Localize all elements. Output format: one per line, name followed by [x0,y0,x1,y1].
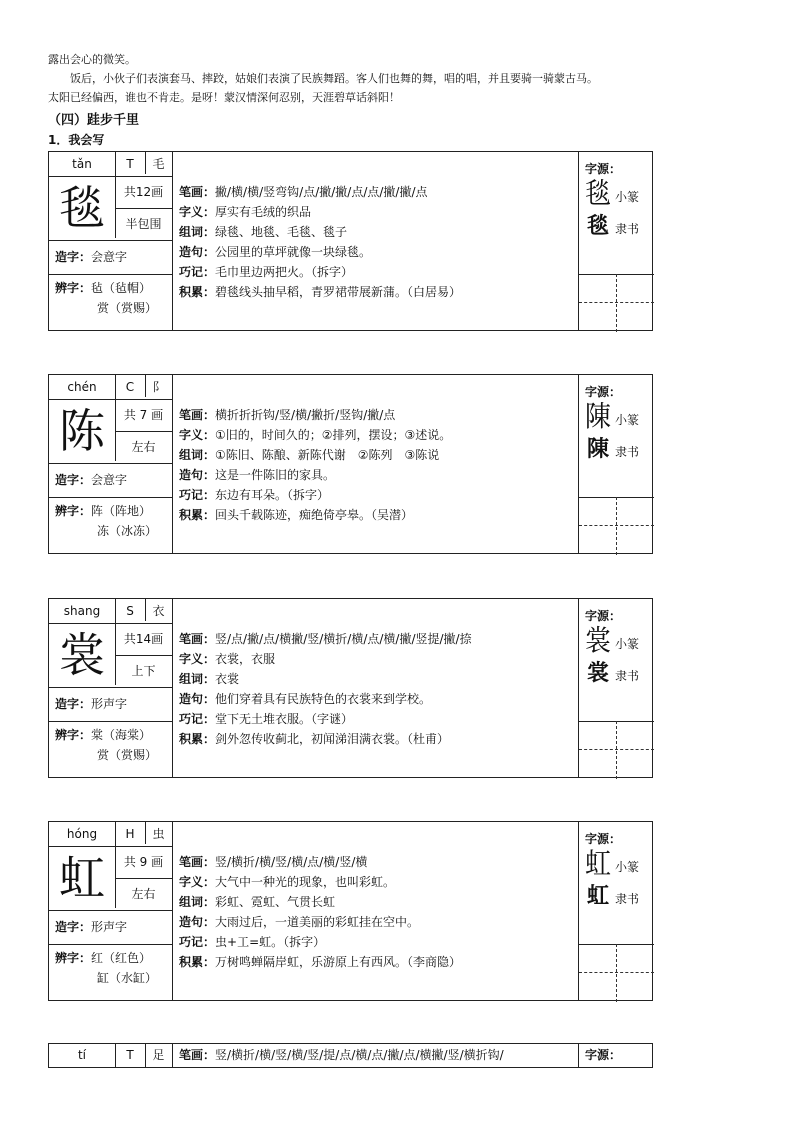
clerical-script-glyph: 裳 [586,661,609,686]
zaozi-row [55,687,127,721]
intro-line-1: 露出会心的微笑。 [48,53,136,66]
bihua-label: 笔画： [179,855,216,869]
divider [578,1044,579,1067]
ziyi-label: 字义： [179,875,216,889]
zuci-label: 组词： [179,895,216,909]
zaoju-label: 造句： [179,245,216,259]
jilei-label: 积累： [179,285,216,299]
pinyin: hóng [66,827,98,841]
bianzi-value-1: 阵（阵地） [91,504,152,518]
ziyi-label: 字义： [179,428,216,442]
bihua-label: 笔画： [179,408,216,422]
jilei-value: 回头千载陈迹，痴绝倚亭皋。（吴潜） [215,508,414,522]
bihua-row [179,1044,504,1067]
ziyuan-label: 字源： [585,385,622,399]
jilei-label: 积累： [179,732,216,746]
ziyuan-label: 字源： [585,162,622,176]
practice-grid-line [616,944,617,1002]
zuci-value: ①陈旧、陈酿、新陈代谢 ②陈列 ③陈说 [215,448,440,462]
divider [172,375,173,553]
intro-line-2: 饭后，小伙子们表演套马、摔跤，姑娘们表演了民族舞蹈。客人们也舞的舞，唱的唱，并且要骑一骑蒙古马。 [70,72,598,85]
zaoju-value: 这是一件陈旧的家具。 [215,468,336,482]
zaoju-value: 他们穿着具有民族特色的衣裳来到学校。 [215,692,432,706]
zaoju-label: 造句： [179,915,216,929]
bihua-label: 笔画： [179,632,216,646]
ziyi-value: ①旧的，时间久的；②排列，摆设；③述说。 [215,428,452,442]
bianzi-value-1: 红（红色） [91,951,152,965]
info-block [179,629,574,749]
zaozi-value: 形声字 [91,697,128,711]
intro-line-3: 太阳已经偏西，谁也不肯走。是呀！蒙汉情深何忍别，天涯碧草话斜阳！ [48,91,400,104]
zuci-value: 绿毯、地毯、毛毯、毯子 [215,225,348,239]
clerical-script-label: 隶书 [615,669,640,683]
seal-script-glyph: 虹 [584,847,611,881]
bianzi-value-1: 毡（毡帽） [91,281,152,295]
zuci-label: 组词： [179,225,216,239]
char-card-ti-partial [48,1043,653,1068]
ziyi-label: 字义： [179,205,216,219]
divider [49,274,172,275]
seal-script-label: 小篆 [615,637,640,651]
divider [578,822,579,1000]
bihua-value: 竖/点/撇/点/横撇/竖/横折/横/点/横/撇/竖提/撇/捺 [215,632,472,646]
pinyin: tǎn [72,157,92,171]
initial-letter: C [125,380,135,394]
pinyin: shang [63,604,101,618]
ziyi-label: 字义： [179,652,216,666]
info-block [179,182,574,302]
ziyuan-label: 字源： [585,832,622,846]
sub-title: 1．我会写 [48,133,105,147]
pinyin: tí [77,1048,87,1062]
divider [578,599,579,777]
zuci-value: 彩虹、霓虹、气贯长虹 [215,895,336,909]
bianzi-label: 辨字： [55,728,92,742]
zaozi-label: 造字： [55,250,92,264]
stroke-count: 共12画 [123,185,164,199]
clerical-script-glyph: 毯 [586,214,609,239]
zaozi-row [55,910,127,944]
qiaoji-label: 巧记： [179,935,216,949]
intro-text [48,50,758,107]
zaoju-label: 造句： [179,692,216,706]
bihua-value: 竖/横折/横/竖/横/竖/提/点/横/点/撇/点/横撇/竖/横折钩/ [215,1048,504,1062]
structure: 左右 [131,440,156,454]
char-card-hong [48,821,653,1001]
radical: 毛 [152,157,165,171]
qiaoji-label: 巧记： [179,488,216,502]
structure: 左右 [131,887,156,901]
zaozi-value: 会意字 [91,250,128,264]
big-character: 毯 [59,181,105,235]
qiaoji-value: 毛巾里边两把火。（拆字） [215,265,354,279]
divider [578,152,579,330]
zaozi-label: 造字： [55,697,92,711]
divider [49,497,172,498]
zaoju-value: 大雨过后，一道美丽的彩虹挂在空中。 [215,915,420,929]
divider [49,944,172,945]
qiaoji-label: 巧记： [179,712,216,726]
jilei-label: 积累： [179,955,216,969]
qiaoji-value: 虫+工=虹。（拆字） [215,935,326,949]
zaozi-label: 造字： [55,473,92,487]
char-card-tan [48,151,653,331]
ziyi-value: 衣裳，衣服 [215,652,276,666]
seal-script-label: 小篆 [615,413,640,427]
ziyuan-label: 字源： [585,609,622,623]
bihua-value: 撇/横/横/竖弯钩/点/撇/撇/点/点/撇/撇/点 [215,185,428,199]
stroke-count: 共 9 画 [123,855,164,869]
seal-script-label: 小篆 [615,860,640,874]
jilei-value: 剑外忽传收蓟北，初闻涕泪满衣裳。（杜甫） [215,732,450,746]
seal-script-label: 小篆 [615,190,640,204]
divider [172,599,173,777]
structure: 半包围 [125,217,162,231]
bihua-label: 笔画： [179,185,216,199]
info-block [179,405,574,525]
qiaoji-value: 堂下无土堆衣服。（字谜） [215,712,354,726]
initial-letter: S [126,604,134,618]
bianzi-row [55,278,157,318]
zuci-label: 组词： [179,672,216,686]
initial-letter: H [125,827,135,841]
info-block [179,852,574,972]
stroke-count: 共14画 [123,632,164,646]
bianzi-value-1: 棠（海棠） [91,728,152,742]
zaozi-value: 会意字 [91,473,128,487]
stroke-count: 共 7 画 [123,408,164,422]
practice-grid-line [616,721,617,779]
big-character: 裳 [59,628,105,682]
divider [578,375,579,553]
radical: 虫 [152,827,165,841]
ziyi-value: 大气中一种光的现象，也叫彩虹。 [215,875,396,889]
practice-grid-line [616,274,617,332]
bianzi-value-2: 缸（水缸） [97,971,158,985]
bianzi-row [55,501,157,541]
bianzi-row [55,948,157,988]
radical: 衣 [152,604,165,618]
radical: 阝 [152,380,165,394]
qiaoji-value: 东边有耳朵。（拆字） [215,488,330,502]
zaoju-label: 造句： [179,468,216,482]
clerical-script-label: 隶书 [615,445,640,459]
seal-script-glyph: 毯 [584,177,611,211]
clerical-script-glyph: 虹 [586,884,609,909]
seal-script-glyph: 裳 [584,624,611,658]
bianzi-label: 辨字： [55,951,92,965]
bihua-label: 笔画： [179,1048,216,1062]
zaozi-value: 形声字 [91,920,128,934]
divider [49,721,172,722]
pinyin: chén [67,380,97,394]
ziyi-value: 厚实有毛绒的织品 [215,205,312,219]
char-card-chen [48,374,653,554]
bihua-value: 竖/横折/横/竖/横/点/横/竖/横 [215,855,368,869]
zaozi-row [55,463,127,497]
bihua-value: 横折折折钩/竖/横/撇折/竖钩/撇/点 [215,408,396,422]
bianzi-label: 辨字： [55,504,92,518]
clerical-script-glyph: 陳 [586,437,609,462]
big-character: 虹 [59,851,105,905]
radical: 足 [152,1048,165,1062]
initial-letter: T [126,157,134,171]
zaozi-label: 造字： [55,920,92,934]
divider [172,152,173,330]
practice-grid-line [616,497,617,555]
divider [172,822,173,1000]
big-character: 陈 [59,404,105,458]
char-card-shang [48,598,653,778]
jilei-label: 积累： [179,508,216,522]
bianzi-row [55,725,157,765]
bianzi-label: 辨字： [55,281,92,295]
zuci-label: 组词： [179,448,216,462]
zuci-value: 衣裳 [215,672,240,686]
initial-letter: T [126,1048,134,1062]
zaoju-value: 公园里的草坪就像一块绿毯。 [215,245,372,259]
clerical-script-label: 隶书 [615,892,640,906]
bianzi-value-2: 冻（冰冻） [97,524,158,538]
seal-script-glyph: 陳 [584,400,611,434]
clerical-script-label: 隶书 [615,222,640,236]
bianzi-value-2: 赏（赏赐） [97,748,158,762]
bianzi-value-2: 赏（赏赐） [97,301,158,315]
ziyuan-label: 字源： [585,1048,622,1062]
structure: 上下 [131,664,156,678]
jilei-value: 碧毯线头抽早稻，青罗裙带展新蒲。（白居易） [215,285,462,299]
section-title: （四）跬步千里 [48,113,140,128]
divider [172,1044,173,1067]
qiaoji-label: 巧记： [179,265,216,279]
jilei-value: 万树鸣蝉隔岸虹，乐游原上有西风。（李商隐） [215,955,462,969]
zaozi-row [55,240,127,274]
